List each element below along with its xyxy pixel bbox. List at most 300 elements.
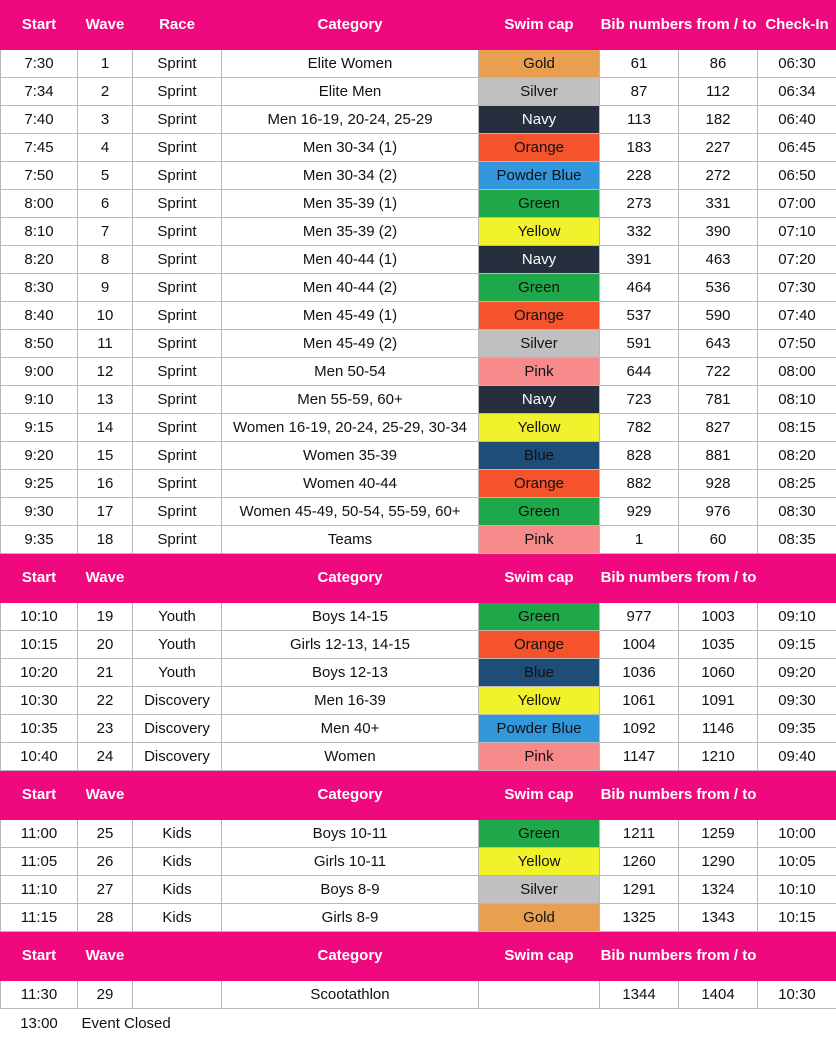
bib-to-cell: 1091 <box>679 687 758 715</box>
start-time-cell: 9:15 <box>1 414 78 442</box>
wave-cell: 12 <box>78 358 133 386</box>
wave-cell: 21 <box>78 659 133 687</box>
race-cell: Youth <box>133 659 222 687</box>
header-swim-cap: Swim cap <box>479 771 600 820</box>
bib-from-cell: 1260 <box>600 848 679 876</box>
race-cell: Sprint <box>133 386 222 414</box>
wave-cell: 25 <box>78 820 133 848</box>
start-time-cell: 9:25 <box>1 470 78 498</box>
check-in-cell: 08:10 <box>758 386 836 414</box>
check-in-cell: 07:00 <box>758 190 836 218</box>
closing-label: Event Closed <box>78 1009 836 1037</box>
table-row <box>1 190 836 218</box>
check-in-cell: 07:10 <box>758 218 836 246</box>
bib-to-cell: 1290 <box>679 848 758 876</box>
header-row <box>1 932 836 981</box>
closing-time: 13:00 <box>1 1009 78 1037</box>
wave-cell: 19 <box>78 603 133 631</box>
bib-from-cell: 332 <box>600 218 679 246</box>
header-swim-cap: Swim cap <box>479 554 600 603</box>
header-category: Category <box>222 771 479 820</box>
bib-from-cell: 828 <box>600 442 679 470</box>
check-in-cell: 06:30 <box>758 50 836 78</box>
start-time-cell: 11:05 <box>1 848 78 876</box>
category-cell: Men 16-39 <box>222 687 479 715</box>
swim-cap-cell: Gold <box>479 50 600 78</box>
header-row <box>1 771 836 820</box>
table-row <box>1 687 836 715</box>
header-bib-numbers: Bib numbers from / to <box>600 771 758 820</box>
race-cell: Sprint <box>133 50 222 78</box>
swim-cap-cell: Blue <box>479 442 600 470</box>
category-cell: Men 55-59, 60+ <box>222 386 479 414</box>
category-cell: Women 45-49, 50-54, 55-59, 60+ <box>222 498 479 526</box>
bib-from-cell: 644 <box>600 358 679 386</box>
bib-from-cell: 273 <box>600 190 679 218</box>
swim-cap-cell: Yellow <box>479 687 600 715</box>
bib-to-cell: 1210 <box>679 743 758 771</box>
bib-to-cell: 722 <box>679 358 758 386</box>
start-time-cell: 8:20 <box>1 246 78 274</box>
header-wave: Wave <box>78 932 133 981</box>
start-time-cell: 8:40 <box>1 302 78 330</box>
table-row <box>1 848 836 876</box>
wave-cell: 7 <box>78 218 133 246</box>
table-row <box>1 246 836 274</box>
wave-cell: 29 <box>78 981 133 1009</box>
wave-cell: 17 <box>78 498 133 526</box>
category-cell: Women 40-44 <box>222 470 479 498</box>
check-in-cell: 07:40 <box>758 302 836 330</box>
swim-cap-cell: Powder Blue <box>479 715 600 743</box>
start-time-cell: 10:40 <box>1 743 78 771</box>
header-swim-cap: Swim cap <box>479 1 600 50</box>
section-youth <box>1 554 836 771</box>
race-cell: Discovery <box>133 687 222 715</box>
table-row <box>1 603 836 631</box>
wave-cell: 2 <box>78 78 133 106</box>
bib-to-cell: 86 <box>679 50 758 78</box>
bib-from-cell: 882 <box>600 470 679 498</box>
header-category: Category <box>222 932 479 981</box>
bib-to-cell: 1404 <box>679 981 758 1009</box>
bib-from-cell: 1004 <box>600 631 679 659</box>
section-scoot <box>1 932 836 1009</box>
table-row <box>1 876 836 904</box>
race-cell: Sprint <box>133 526 222 554</box>
start-time-cell: 7:40 <box>1 106 78 134</box>
table-row <box>1 414 836 442</box>
header-bib-numbers: Bib numbers from / to <box>600 1 758 50</box>
check-in-cell: 10:00 <box>758 820 836 848</box>
race-cell: Kids <box>133 848 222 876</box>
wave-cell: 22 <box>78 687 133 715</box>
category-cell: Boys 14-15 <box>222 603 479 631</box>
bib-from-cell: 113 <box>600 106 679 134</box>
table-row <box>1 50 836 78</box>
table-row <box>1 631 836 659</box>
check-in-cell: 06:40 <box>758 106 836 134</box>
swim-cap-cell: Green <box>479 820 600 848</box>
header-start: Start <box>1 554 78 603</box>
table-row <box>1 330 836 358</box>
category-cell: Girls 8-9 <box>222 904 479 932</box>
race-cell: Sprint <box>133 414 222 442</box>
race-cell: Youth <box>133 631 222 659</box>
bib-from-cell: 228 <box>600 162 679 190</box>
header-check-in: Check-In <box>758 1 836 50</box>
check-in-cell: 08:35 <box>758 526 836 554</box>
check-in-cell: 07:50 <box>758 330 836 358</box>
wave-cell: 6 <box>78 190 133 218</box>
header-bib-numbers: Bib numbers from / to <box>600 932 758 981</box>
table-row <box>1 498 836 526</box>
race-cell: Youth <box>133 603 222 631</box>
bib-from-cell: 1 <box>600 526 679 554</box>
swim-cap-cell: Green <box>479 603 600 631</box>
race-cell: Kids <box>133 876 222 904</box>
swim-cap-cell: Silver <box>479 876 600 904</box>
start-time-cell: 11:15 <box>1 904 78 932</box>
wave-cell: 24 <box>78 743 133 771</box>
wave-cell: 20 <box>78 631 133 659</box>
swim-cap-cell: Pink <box>479 743 600 771</box>
bib-from-cell: 929 <box>600 498 679 526</box>
bib-from-cell: 464 <box>600 274 679 302</box>
category-cell: Men 50-54 <box>222 358 479 386</box>
swim-cap-cell: Green <box>479 498 600 526</box>
table-row <box>1 904 836 932</box>
wave-cell: 18 <box>78 526 133 554</box>
race-cell <box>133 981 222 1009</box>
bib-from-cell: 183 <box>600 134 679 162</box>
check-in-cell: 07:20 <box>758 246 836 274</box>
bib-to-cell: 781 <box>679 386 758 414</box>
race-cell: Sprint <box>133 134 222 162</box>
check-in-cell: 08:20 <box>758 442 836 470</box>
section-sprint <box>1 1 836 554</box>
race-cell: Sprint <box>133 274 222 302</box>
header-category: Category <box>222 1 479 50</box>
swim-cap-cell: Powder Blue <box>479 162 600 190</box>
bib-to-cell: 1003 <box>679 603 758 631</box>
race-cell: Kids <box>133 820 222 848</box>
wave-cell: 3 <box>78 106 133 134</box>
check-in-cell: 09:20 <box>758 659 836 687</box>
check-in-cell: 09:35 <box>758 715 836 743</box>
table-row <box>1 302 836 330</box>
header-race: Race <box>133 1 222 50</box>
swim-cap-cell: Pink <box>479 526 600 554</box>
swim-cap-cell: Yellow <box>479 848 600 876</box>
wave-cell: 8 <box>78 246 133 274</box>
header-row <box>1 554 836 603</box>
header-row <box>1 1 836 50</box>
swim-cap-cell: Yellow <box>479 414 600 442</box>
wave-cell: 27 <box>78 876 133 904</box>
swim-cap-cell: Orange <box>479 302 600 330</box>
check-in-cell: 06:45 <box>758 134 836 162</box>
start-time-cell: 11:10 <box>1 876 78 904</box>
category-cell: Boys 8-9 <box>222 876 479 904</box>
bib-from-cell: 1036 <box>600 659 679 687</box>
wave-cell: 14 <box>78 414 133 442</box>
wave-cell: 11 <box>78 330 133 358</box>
section-kids <box>1 771 836 932</box>
race-cell: Kids <box>133 904 222 932</box>
start-time-cell: 9:00 <box>1 358 78 386</box>
check-in-cell: 09:30 <box>758 687 836 715</box>
start-time-cell: 9:10 <box>1 386 78 414</box>
start-time-cell: 8:10 <box>1 218 78 246</box>
race-cell: Sprint <box>133 106 222 134</box>
table-row <box>1 386 836 414</box>
header-wave: Wave <box>78 554 133 603</box>
start-time-cell: 10:20 <box>1 659 78 687</box>
race-cell: Sprint <box>133 218 222 246</box>
table-row <box>1 78 836 106</box>
bib-to-cell: 227 <box>679 134 758 162</box>
bib-from-cell: 1092 <box>600 715 679 743</box>
category-cell: Women 35-39 <box>222 442 479 470</box>
swim-cap-cell: Green <box>479 274 600 302</box>
wave-cell: 23 <box>78 715 133 743</box>
category-cell: Men 30-34 (2) <box>222 162 479 190</box>
table-row <box>1 134 836 162</box>
header-bib-numbers: Bib numbers from / to <box>600 554 758 603</box>
table-row <box>1 274 836 302</box>
wave-cell: 26 <box>78 848 133 876</box>
race-cell: Sprint <box>133 498 222 526</box>
check-in-cell: 10:10 <box>758 876 836 904</box>
check-in-cell: 08:00 <box>758 358 836 386</box>
race-cell: Sprint <box>133 162 222 190</box>
bib-from-cell: 1291 <box>600 876 679 904</box>
table-row <box>1 442 836 470</box>
wave-cell: 28 <box>78 904 133 932</box>
swim-cap-cell: Navy <box>479 386 600 414</box>
wave-cell: 1 <box>78 50 133 78</box>
race-cell: Discovery <box>133 715 222 743</box>
header-check-in-blank <box>758 771 836 820</box>
start-time-cell: 9:20 <box>1 442 78 470</box>
bib-from-cell: 1325 <box>600 904 679 932</box>
start-time-cell: 9:30 <box>1 498 78 526</box>
header-wave: Wave <box>78 1 133 50</box>
start-time-cell: 7:50 <box>1 162 78 190</box>
header-race-blank <box>133 932 222 981</box>
race-cell: Sprint <box>133 302 222 330</box>
table-row <box>1 981 836 1009</box>
bib-to-cell: 643 <box>679 330 758 358</box>
category-cell: Girls 12-13, 14-15 <box>222 631 479 659</box>
header-start: Start <box>1 1 78 50</box>
bib-to-cell: 1035 <box>679 631 758 659</box>
table-row <box>1 470 836 498</box>
swim-cap-cell: Orange <box>479 470 600 498</box>
race-cell: Sprint <box>133 78 222 106</box>
header-wave: Wave <box>78 771 133 820</box>
start-time-cell: 9:35 <box>1 526 78 554</box>
check-in-cell: 09:40 <box>758 743 836 771</box>
header-swim-cap: Swim cap <box>479 932 600 981</box>
table-row <box>1 526 836 554</box>
start-time-cell: 11:00 <box>1 820 78 848</box>
category-cell: Men 45-49 (1) <box>222 302 479 330</box>
swim-cap-cell: Blue <box>479 659 600 687</box>
table-row <box>1 218 836 246</box>
bib-to-cell: 928 <box>679 470 758 498</box>
swim-cap-cell: Navy <box>479 106 600 134</box>
start-time-cell: 8:00 <box>1 190 78 218</box>
category-cell: Men 16-19, 20-24, 25-29 <box>222 106 479 134</box>
category-cell: Elite Women <box>222 50 479 78</box>
table-row <box>1 820 836 848</box>
bib-to-cell: 1060 <box>679 659 758 687</box>
bib-from-cell: 61 <box>600 50 679 78</box>
race-cell: Sprint <box>133 246 222 274</box>
swim-cap-cell: Green <box>479 190 600 218</box>
bib-from-cell: 87 <box>600 78 679 106</box>
check-in-cell: 10:15 <box>758 904 836 932</box>
category-cell: Women 16-19, 20-24, 25-29, 30-34 <box>222 414 479 442</box>
bib-to-cell: 1324 <box>679 876 758 904</box>
category-cell: Elite Men <box>222 78 479 106</box>
start-time-cell: 10:10 <box>1 603 78 631</box>
race-cell: Sprint <box>133 442 222 470</box>
race-cell: Discovery <box>133 743 222 771</box>
category-cell: Men 35-39 (1) <box>222 190 479 218</box>
wave-cell: 16 <box>78 470 133 498</box>
check-in-cell: 10:05 <box>758 848 836 876</box>
bib-from-cell: 782 <box>600 414 679 442</box>
check-in-cell: 06:34 <box>758 78 836 106</box>
bib-to-cell: 1146 <box>679 715 758 743</box>
swim-cap-cell: Gold <box>479 904 600 932</box>
start-time-cell: 10:35 <box>1 715 78 743</box>
wave-cell: 13 <box>78 386 133 414</box>
section-closing <box>1 1009 836 1037</box>
start-time-cell: 8:30 <box>1 274 78 302</box>
bib-to-cell: 1259 <box>679 820 758 848</box>
bib-from-cell: 1211 <box>600 820 679 848</box>
table-row <box>1 162 836 190</box>
header-race-blank <box>133 554 222 603</box>
category-cell: Boys 10-11 <box>222 820 479 848</box>
wave-cell: 9 <box>78 274 133 302</box>
check-in-cell: 06:50 <box>758 162 836 190</box>
wave-cell: 5 <box>78 162 133 190</box>
bib-from-cell: 977 <box>600 603 679 631</box>
bib-from-cell: 391 <box>600 246 679 274</box>
bib-to-cell: 536 <box>679 274 758 302</box>
category-cell: Teams <box>222 526 479 554</box>
start-time-cell: 7:45 <box>1 134 78 162</box>
table-row <box>1 659 836 687</box>
category-cell: Men 40+ <box>222 715 479 743</box>
race-cell: Sprint <box>133 470 222 498</box>
header-check-in-blank <box>758 554 836 603</box>
start-time-cell: 7:30 <box>1 50 78 78</box>
header-check-in-blank <box>758 932 836 981</box>
table-row <box>1 715 836 743</box>
start-time-cell: 7:34 <box>1 78 78 106</box>
header-race-blank <box>133 771 222 820</box>
category-cell: Men 40-44 (2) <box>222 274 479 302</box>
start-time-cell: 11:30 <box>1 981 78 1009</box>
bib-from-cell: 723 <box>600 386 679 414</box>
start-time-cell: 8:50 <box>1 330 78 358</box>
category-cell: Men 40-44 (1) <box>222 246 479 274</box>
swim-cap-cell: Silver <box>479 78 600 106</box>
swim-cap-cell: Pink <box>479 358 600 386</box>
bib-to-cell: 1343 <box>679 904 758 932</box>
wave-cell: 4 <box>78 134 133 162</box>
start-time-cell: 10:15 <box>1 631 78 659</box>
category-cell: Girls 10-11 <box>222 848 479 876</box>
check-in-cell: 09:10 <box>758 603 836 631</box>
bib-to-cell: 60 <box>679 526 758 554</box>
race-cell: Sprint <box>133 190 222 218</box>
bib-from-cell: 1061 <box>600 687 679 715</box>
category-cell: Men 35-39 (2) <box>222 218 479 246</box>
bib-to-cell: 390 <box>679 218 758 246</box>
category-cell: Men 30-34 (1) <box>222 134 479 162</box>
swim-cap-cell: Orange <box>479 631 600 659</box>
bib-to-cell: 331 <box>679 190 758 218</box>
closing-row <box>1 1009 836 1037</box>
swim-cap-cell: Orange <box>479 134 600 162</box>
table-row <box>1 106 836 134</box>
wave-cell: 10 <box>78 302 133 330</box>
bib-to-cell: 272 <box>679 162 758 190</box>
category-cell: Boys 12-13 <box>222 659 479 687</box>
category-cell: Scootathlon <box>222 981 479 1009</box>
table-row <box>1 743 836 771</box>
check-in-cell: 08:25 <box>758 470 836 498</box>
bib-from-cell: 591 <box>600 330 679 358</box>
bib-from-cell: 1147 <box>600 743 679 771</box>
header-start: Start <box>1 932 78 981</box>
bib-from-cell: 537 <box>600 302 679 330</box>
check-in-cell: 07:30 <box>758 274 836 302</box>
bib-to-cell: 827 <box>679 414 758 442</box>
swim-cap-cell: Yellow <box>479 218 600 246</box>
bib-to-cell: 976 <box>679 498 758 526</box>
header-category: Category <box>222 554 479 603</box>
race-cell: Sprint <box>133 358 222 386</box>
category-cell: Men 45-49 (2) <box>222 330 479 358</box>
check-in-cell: 08:15 <box>758 414 836 442</box>
swim-cap-cell: Silver <box>479 330 600 358</box>
check-in-cell: 09:15 <box>758 631 836 659</box>
header-start: Start <box>1 771 78 820</box>
bib-to-cell: 112 <box>679 78 758 106</box>
race-cell: Sprint <box>133 330 222 358</box>
swim-cap-cell: Navy <box>479 246 600 274</box>
bib-to-cell: 881 <box>679 442 758 470</box>
start-time-cell: 10:30 <box>1 687 78 715</box>
bib-to-cell: 463 <box>679 246 758 274</box>
bib-to-cell: 182 <box>679 106 758 134</box>
check-in-cell: 10:30 <box>758 981 836 1009</box>
wave-cell: 15 <box>78 442 133 470</box>
category-cell: Women <box>222 743 479 771</box>
swim-cap-cell <box>479 981 600 1009</box>
check-in-cell: 08:30 <box>758 498 836 526</box>
bib-from-cell: 1344 <box>600 981 679 1009</box>
table-row <box>1 358 836 386</box>
